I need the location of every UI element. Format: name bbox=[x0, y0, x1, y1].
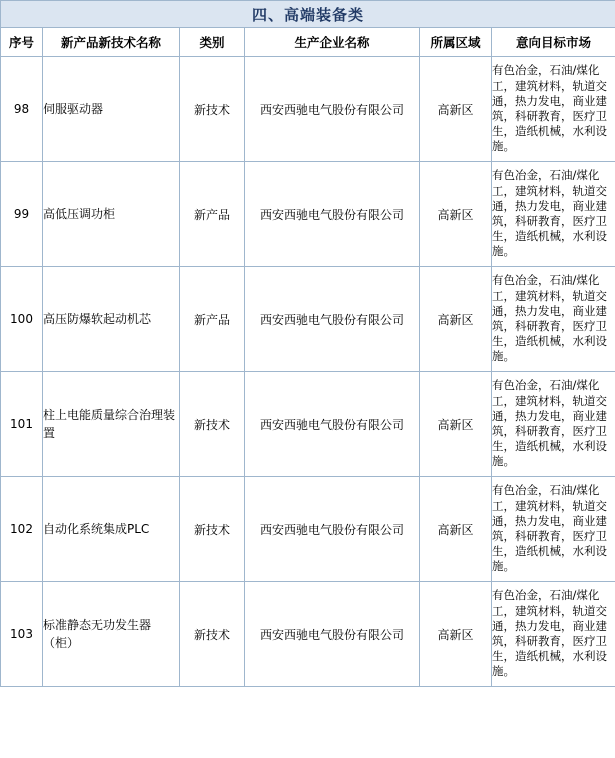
cell-market: 有色冶金，石油/煤化工，建筑材料，轨道交通，热力发电，商业建筑，科研教育，医疗卫生，造纸机械，水利设施。 bbox=[492, 372, 615, 477]
cell-seq: 101 bbox=[1, 372, 43, 477]
table-title-row bbox=[1, 1, 615, 28]
column-header-enterprise: 生产企业名称 bbox=[245, 28, 420, 57]
cell-enterprise: 西安西驰电气股份有限公司 bbox=[245, 267, 420, 372]
cell-category: 新产品 bbox=[180, 267, 245, 372]
column-header-seq: 序号 bbox=[1, 28, 43, 57]
cell-name: 高压防爆软起动机芯 bbox=[43, 267, 180, 372]
cell-seq: 102 bbox=[1, 477, 43, 582]
cell-category: 新技术 bbox=[180, 57, 245, 162]
table-row bbox=[1, 267, 615, 372]
table-header-row bbox=[1, 28, 615, 57]
table-row bbox=[1, 372, 615, 477]
page-title: 四、高端装备类 bbox=[1, 1, 615, 28]
cell-area: 高新区 bbox=[420, 582, 492, 687]
cell-category: 新产品 bbox=[180, 162, 245, 267]
table-row bbox=[1, 477, 615, 582]
table-row bbox=[1, 582, 615, 687]
cell-enterprise: 西安西驰电气股份有限公司 bbox=[245, 582, 420, 687]
cell-seq: 99 bbox=[1, 162, 43, 267]
cell-name: 伺服驱动器 bbox=[43, 57, 180, 162]
cell-enterprise: 西安西驰电气股份有限公司 bbox=[245, 57, 420, 162]
cell-seq: 98 bbox=[1, 57, 43, 162]
cell-market: 有色冶金，石油/煤化工，建筑材料，轨道交通，热力发电，商业建筑，科研教育，医疗卫生，造纸机械，水利设施。 bbox=[492, 162, 615, 267]
column-header-area: 所属区域 bbox=[420, 28, 492, 57]
cell-enterprise: 西安西驰电气股份有限公司 bbox=[245, 477, 420, 582]
cell-seq: 103 bbox=[1, 582, 43, 687]
column-header-market: 意向目标市场 bbox=[492, 28, 615, 57]
cell-area: 高新区 bbox=[420, 477, 492, 582]
cell-name: 标准静态无功发生器（柜） bbox=[43, 582, 180, 687]
cell-enterprise: 西安西驰电气股份有限公司 bbox=[245, 372, 420, 477]
cell-category: 新技术 bbox=[180, 372, 245, 477]
column-header-category: 类别 bbox=[180, 28, 245, 57]
cell-category: 新技术 bbox=[180, 477, 245, 582]
cell-area: 高新区 bbox=[420, 57, 492, 162]
cell-market: 有色冶金，石油/煤化工，建筑材料，轨道交通，热力发电，商业建筑，科研教育，医疗卫生，造纸机械，水利设施。 bbox=[492, 267, 615, 372]
cell-name: 柱上电能质量综合治理装置 bbox=[43, 372, 180, 477]
column-header-name: 新产品新技术名称 bbox=[43, 28, 180, 57]
table-row bbox=[1, 57, 615, 162]
cell-area: 高新区 bbox=[420, 162, 492, 267]
table-row bbox=[1, 162, 615, 267]
cell-seq: 100 bbox=[1, 267, 43, 372]
cell-area: 高新区 bbox=[420, 267, 492, 372]
cell-market: 有色冶金，石油/煤化工，建筑材料，轨道交通，热力发电，商业建筑，科研教育，医疗卫生，造纸机械，水利设施。 bbox=[492, 477, 615, 582]
cell-category: 新技术 bbox=[180, 582, 245, 687]
cell-name: 自动化系统集成PLC bbox=[43, 477, 180, 582]
cell-enterprise: 西安西驰电气股份有限公司 bbox=[245, 162, 420, 267]
cell-market: 有色冶金，石油/煤化工，建筑材料，轨道交通，热力发电，商业建筑，科研教育，医疗卫生，造纸机械，水利设施。 bbox=[492, 57, 615, 162]
cell-market: 有色冶金，石油/煤化工，建筑材料，轨道交通，热力发电，商业建筑，科研教育，医疗卫生，造纸机械，水利设施。 bbox=[492, 582, 615, 687]
cell-area: 高新区 bbox=[420, 372, 492, 477]
cell-name: 高低压调功柜 bbox=[43, 162, 180, 267]
